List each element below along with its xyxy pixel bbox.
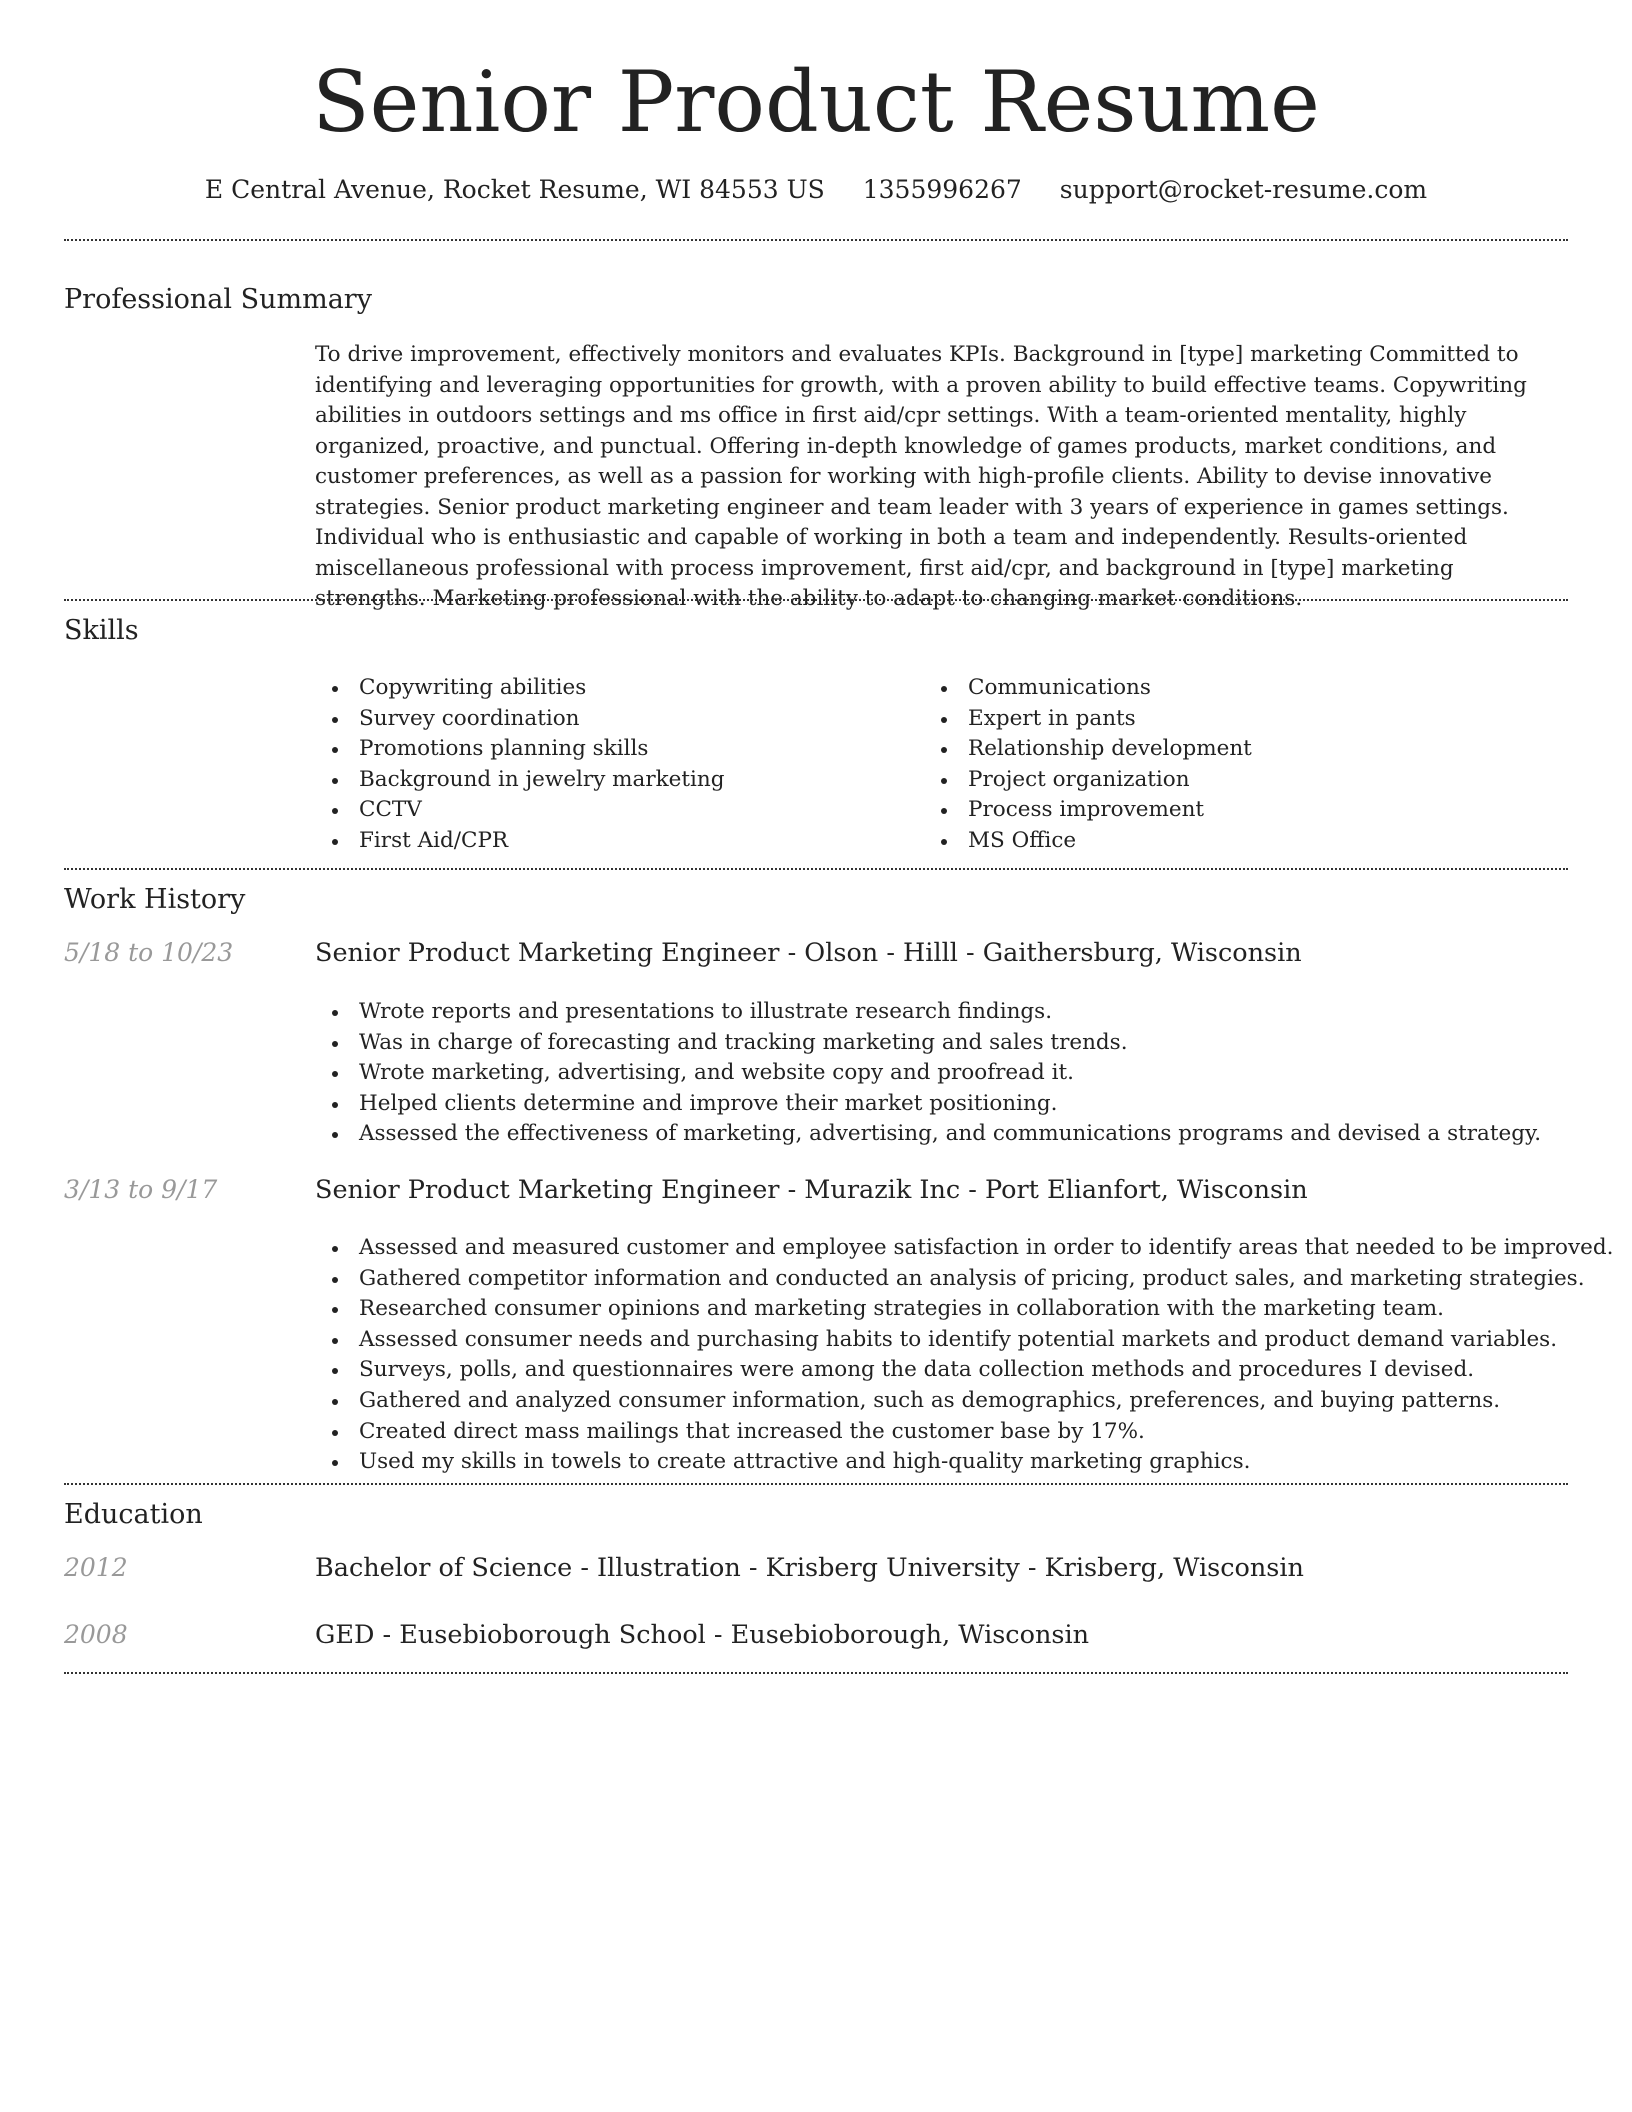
skill-item: MS Office: [924, 826, 1524, 857]
skill-item: Promotions planning skills: [315, 734, 915, 765]
job-dates: 3/13 to 9/17: [64, 1175, 218, 1204]
section-divider: [64, 1483, 1568, 1485]
summary-text: To drive improvement, effectively monitors and evaluates KPIs. Background in [type] marketing Committed to identifying and leveraging opportunities for growth, with a proven ability to build effective teams. Copywriting abilities in outdoors settings and ms office in first aid/cpr settings. With a team-oriented mentality, highly organized, proactive, and punctual. Offering in-depth knowledge of games products, market conditions, and customer preferences, as well as a passion for working with high-profile clients. Ability to devise innovative strategies. Senior product marketing engineer and team leader with 3 years of experience in games settings. Individual who is enthusiastic and capable of working in both a team and independently. Results-oriented miscellaneous professional with process improvement, first aid/cpr, and background in [type] marketing strengths. Marketing professional with the ability to adapt to changing market conditions.: [315, 342, 1527, 611]
job-title: Senior Product Marketing Engineer - Murazik Inc - Port Elianfort, Wisconsin: [315, 1175, 1308, 1205]
contact-line: [0, 170, 1632, 210]
section-divider: [64, 239, 1568, 241]
education-heading: Education: [64, 1499, 203, 1530]
skill-item: First Aid/CPR: [315, 826, 915, 857]
job-bullets: [315, 1233, 1614, 1478]
education-degree: Bachelor of Science - Illustration - Krisberg University - Krisberg, Wisconsin: [315, 1553, 1304, 1583]
skill-item: Copywriting abilities: [315, 673, 915, 704]
skill-item: Communications: [924, 673, 1524, 704]
summary-heading: Professional Summary: [64, 284, 372, 315]
job-bullet: Was in charge of forecasting and tracking marketing and sales trends.: [315, 1028, 1565, 1059]
section-divider: [64, 1672, 1568, 1674]
skill-item: Process improvement: [924, 795, 1524, 826]
skills-heading: Skills: [64, 615, 139, 646]
skill-item: Project organization: [924, 765, 1524, 796]
section-divider: [64, 599, 1568, 601]
job-bullet: Assessed the effectiveness of marketing, advertising, and communications programs and devised a strategy.: [315, 1119, 1565, 1150]
education-degree: GED - Eusebioborough School - Eusebioborough, Wisconsin: [315, 1620, 1090, 1650]
job-bullet: Helped clients determine and improve their market positioning.: [315, 1089, 1565, 1120]
job-bullet: Gathered competitor information and conducted an analysis of pricing, product sales, and marketing strategies.: [315, 1264, 1565, 1295]
section-divider: [64, 868, 1568, 870]
skill-item: CCTV: [315, 795, 915, 826]
skill-item: Relationship development: [924, 734, 1524, 765]
job-title: Senior Product Marketing Engineer - Olson - Hilll - Gaithersburg, Wisconsin: [315, 938, 1302, 968]
job-bullet: Assessed and measured customer and employee satisfaction in order to identify areas that needed to be improved.: [315, 1233, 1565, 1264]
contact-phone: 1355996267: [862, 175, 1022, 204]
job-bullet: Researched consumer opinions and marketing strategies in collaboration with the marketing team.: [315, 1294, 1565, 1325]
skill-item: Background in jewelry marketing: [315, 765, 915, 796]
work-history-heading: Work History: [64, 884, 246, 915]
job-bullet: Used my skills in towels to create attractive and high-quality marketing graphics.: [315, 1447, 1565, 1478]
job-bullet: Wrote marketing, advertising, and website copy and proofread it.: [315, 1058, 1565, 1089]
job-bullet: Assessed consumer needs and purchasing habits to identify potential markets and product demand variables.: [315, 1325, 1565, 1356]
job-bullet: Created direct mass mailings that increased the customer base by 17%.: [315, 1417, 1565, 1448]
job-bullets: [315, 997, 1565, 1150]
contact-address: E Central Avenue, Rocket Resume, WI 84553 US: [204, 175, 825, 204]
education-year: 2012: [64, 1553, 128, 1582]
job-bullet: Wrote reports and presentations to illustrate research findings.: [315, 997, 1565, 1028]
skill-item: Expert in pants: [924, 704, 1524, 735]
resume-title: Senior Product Resume: [312, 53, 1320, 151]
job-bullet: Gathered and analyzed consumer information, such as demographics, preferences, and buying patterns.: [315, 1386, 1565, 1417]
skills-list-left: [315, 673, 915, 857]
skill-item: Survey coordination: [315, 704, 915, 735]
job-bullet: Surveys, polls, and questionnaires were among the data collection methods and procedures I devised.: [315, 1355, 1565, 1386]
job-dates: 5/18 to 10/23: [64, 938, 234, 967]
skills-list-right: [924, 673, 1524, 857]
contact-email: support@rocket-resume.com: [1059, 175, 1428, 204]
education-year: 2008: [64, 1620, 128, 1649]
